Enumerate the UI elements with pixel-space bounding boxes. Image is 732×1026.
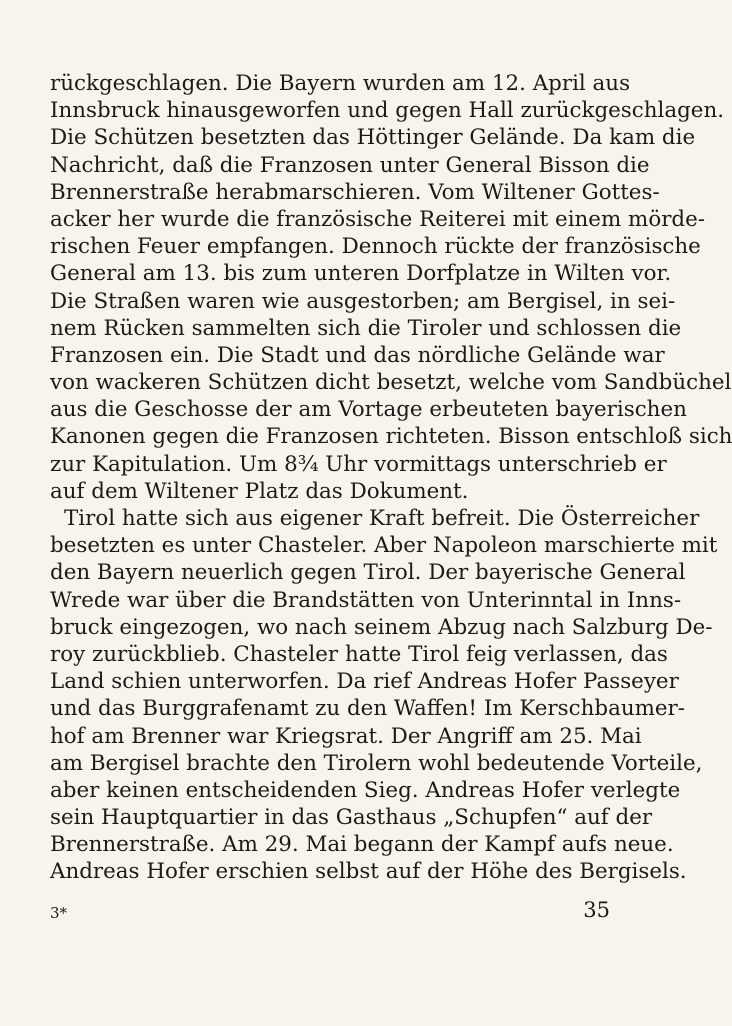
text-line: und das Burggrafenamt zu den Waffen! Im Kerschbaumer- xyxy=(50,696,685,722)
signature-mark: 3* xyxy=(50,904,68,922)
text-line: aus die Geschosse der am Vortage erbeuteten bayerischen xyxy=(50,397,687,423)
text-line: General am 13. bis zum unteren Dorfplatze in Wilten vor. xyxy=(50,261,672,287)
page-footer xyxy=(50,898,610,928)
body-text xyxy=(50,70,732,886)
text-line: auf dem Wiltener Platz das Dokument. xyxy=(50,478,469,504)
text-line: rückgeschlagen. Die Bayern wurden am 12. April aus xyxy=(50,71,631,96)
text-line: rischen Feuer empfangen. Dennoch rückte der französische xyxy=(50,234,701,260)
text-line: Innsbruck hinausgeworfen und gegen Hall zurückgeschlagen. xyxy=(50,98,725,124)
text-line: sein Hauptquartier in das Gasthaus „Schupfen“ auf der xyxy=(50,805,653,831)
text-line: bruck eingezogen, wo nach seinem Abzug nach Salzburg De- xyxy=(50,614,713,640)
text-line: nem Rücken sammelten sich die Tiroler und schlossen die xyxy=(50,315,682,341)
text-line: Franzosen ein. Die Stadt und das nördliche Gelände war xyxy=(50,342,665,368)
text-line: Brennerstraße. Am 29. Mai begann der Kampf aufs neue. xyxy=(50,832,674,858)
text-line: Land schien unterworfen. Da rief Andreas Hofer Passeyer xyxy=(50,669,679,695)
text-line: Nachricht, daß die Franzosen unter General Bisson die xyxy=(50,152,650,178)
text-line: besetzten es unter Chasteler. Aber Napoleon marschierte mit xyxy=(50,533,718,559)
text-line: Kanonen gegen die Franzosen richteten. Bisson entschloß sich xyxy=(50,424,732,450)
text-line: zur Kapitulation. Um 8¾ Uhr vormittags unterschrieb er xyxy=(50,451,667,477)
text-line: Tirol hatte sich aus eigener Kraft befreit. Die Österreicher xyxy=(64,506,700,531)
text-line: Andreas Hofer erschien selbst auf der Höhe des Bergisels. xyxy=(50,859,687,885)
text-line: Wrede war über die Brandstätten von Unterinntal in Inns- xyxy=(50,587,682,613)
text-line: Die Straßen waren wie ausgestorben; am Bergisel, in sei- xyxy=(50,288,676,314)
text-line: hof am Brenner war Kriegsrat. Der Angriff am 25. Mai xyxy=(50,723,642,749)
text-line: Die Schützen besetzten das Höttinger Gelände. Da kam die xyxy=(50,125,696,151)
text-line: den Bayern neuerlich gegen Tirol. Der bayerische General xyxy=(50,560,686,586)
text-line: Brennerstraße herabmarschieren. Vom Wiltener Gottes- xyxy=(50,179,660,205)
text-line: roy zurückblieb. Chasteler hatte Tirol feig verlassen, das xyxy=(50,641,668,667)
text-line: aber keinen entscheidenden Sieg. Andreas Hofer verlegte xyxy=(50,777,681,803)
text-line: am Bergisel brachte den Tirolern wohl bedeutende Vorteile, xyxy=(50,750,703,776)
text-line: acker her wurde die französische Reiterei mit einem mörde- xyxy=(50,206,706,232)
text-line: von wackeren Schützen dicht besetzt, welche vom Sandbüchel xyxy=(50,370,732,396)
page-number: 35 xyxy=(583,898,610,922)
